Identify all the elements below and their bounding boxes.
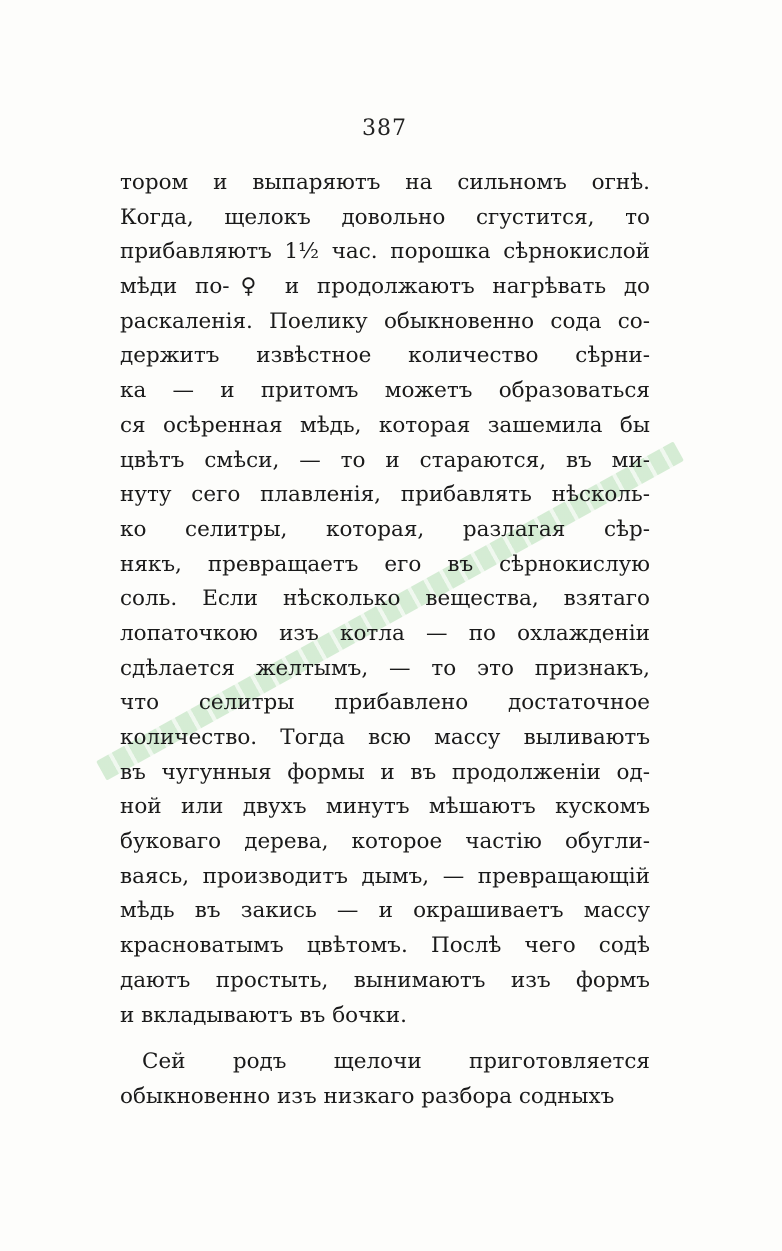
text-line: количество. Тогда всю массу выливаютъ bbox=[120, 725, 650, 750]
text-line: соль. Если нѣсколько вещества, взятаго bbox=[120, 586, 650, 612]
text-line: мѣди по-♀ и продолжаютъ нагрѣвать до bbox=[120, 274, 650, 300]
text-line: прибавляютъ 1½ час. порошка сѣрнокислой bbox=[120, 239, 650, 265]
text-line: Когда, щелокъ довольно сгустится, то bbox=[120, 204, 650, 230]
text-line: ка — и притомъ можетъ образоваться bbox=[120, 378, 650, 404]
text-line: мѣдь въ закись — и окрашиваетъ массу bbox=[120, 898, 650, 924]
text-line: ко селитры, которая, разлагая сѣр- bbox=[120, 516, 650, 542]
text-line: ваясь, производитъ дымъ, — превращающій bbox=[120, 863, 650, 889]
text-line: Сей родъ щелочи приготовляется bbox=[142, 1049, 650, 1075]
text-line: лопаточкою изъ котла — по охлажденіи bbox=[120, 620, 650, 646]
text-line: някъ, превращаетъ его въ сѣрнокислую bbox=[120, 551, 650, 577]
text-line: и вкладываютъ въ бочки. bbox=[120, 1002, 407, 1028]
text-line: буковаго дерева, которое частію обугли- bbox=[120, 829, 650, 855]
text-line: сдѣлается желтымъ, — то это признакъ, bbox=[120, 655, 650, 681]
text-line: красноватымъ цвѣтомъ. Послѣ чего содѣ bbox=[120, 933, 650, 959]
text-line: тором и выпаряютъ на сильномъ огнѣ. bbox=[120, 170, 650, 195]
text-line: въ чугунныя формы и въ продолженіи од- bbox=[120, 759, 650, 785]
text-line: цвѣтъ смѣси, — то и стараются, въ ми- bbox=[120, 447, 650, 473]
text-line: даютъ простыть, вынимаютъ изъ формъ bbox=[120, 967, 650, 993]
text-line: что селитры прибавлено достаточное bbox=[120, 690, 650, 716]
text-line: нуту сего плавленія, прибавлять нѣсколь- bbox=[120, 482, 650, 508]
page-number: 387 bbox=[362, 116, 407, 141]
text-line: ной или двухъ минутъ мѣшаютъ кускомъ bbox=[120, 794, 650, 820]
text-line: ся осѣренная мѣдь, которая зашемила бы bbox=[120, 412, 650, 438]
paragraph-gap bbox=[120, 1033, 650, 1045]
text-line: раскаленія. Поелику обыкновенно сода со- bbox=[120, 308, 650, 334]
text-line: обыкновенно изъ низкаго разбора содныхъ bbox=[120, 1083, 615, 1109]
text-line: держитъ извѣстное количество сѣрни- bbox=[120, 343, 650, 369]
body-text bbox=[120, 166, 650, 1115]
